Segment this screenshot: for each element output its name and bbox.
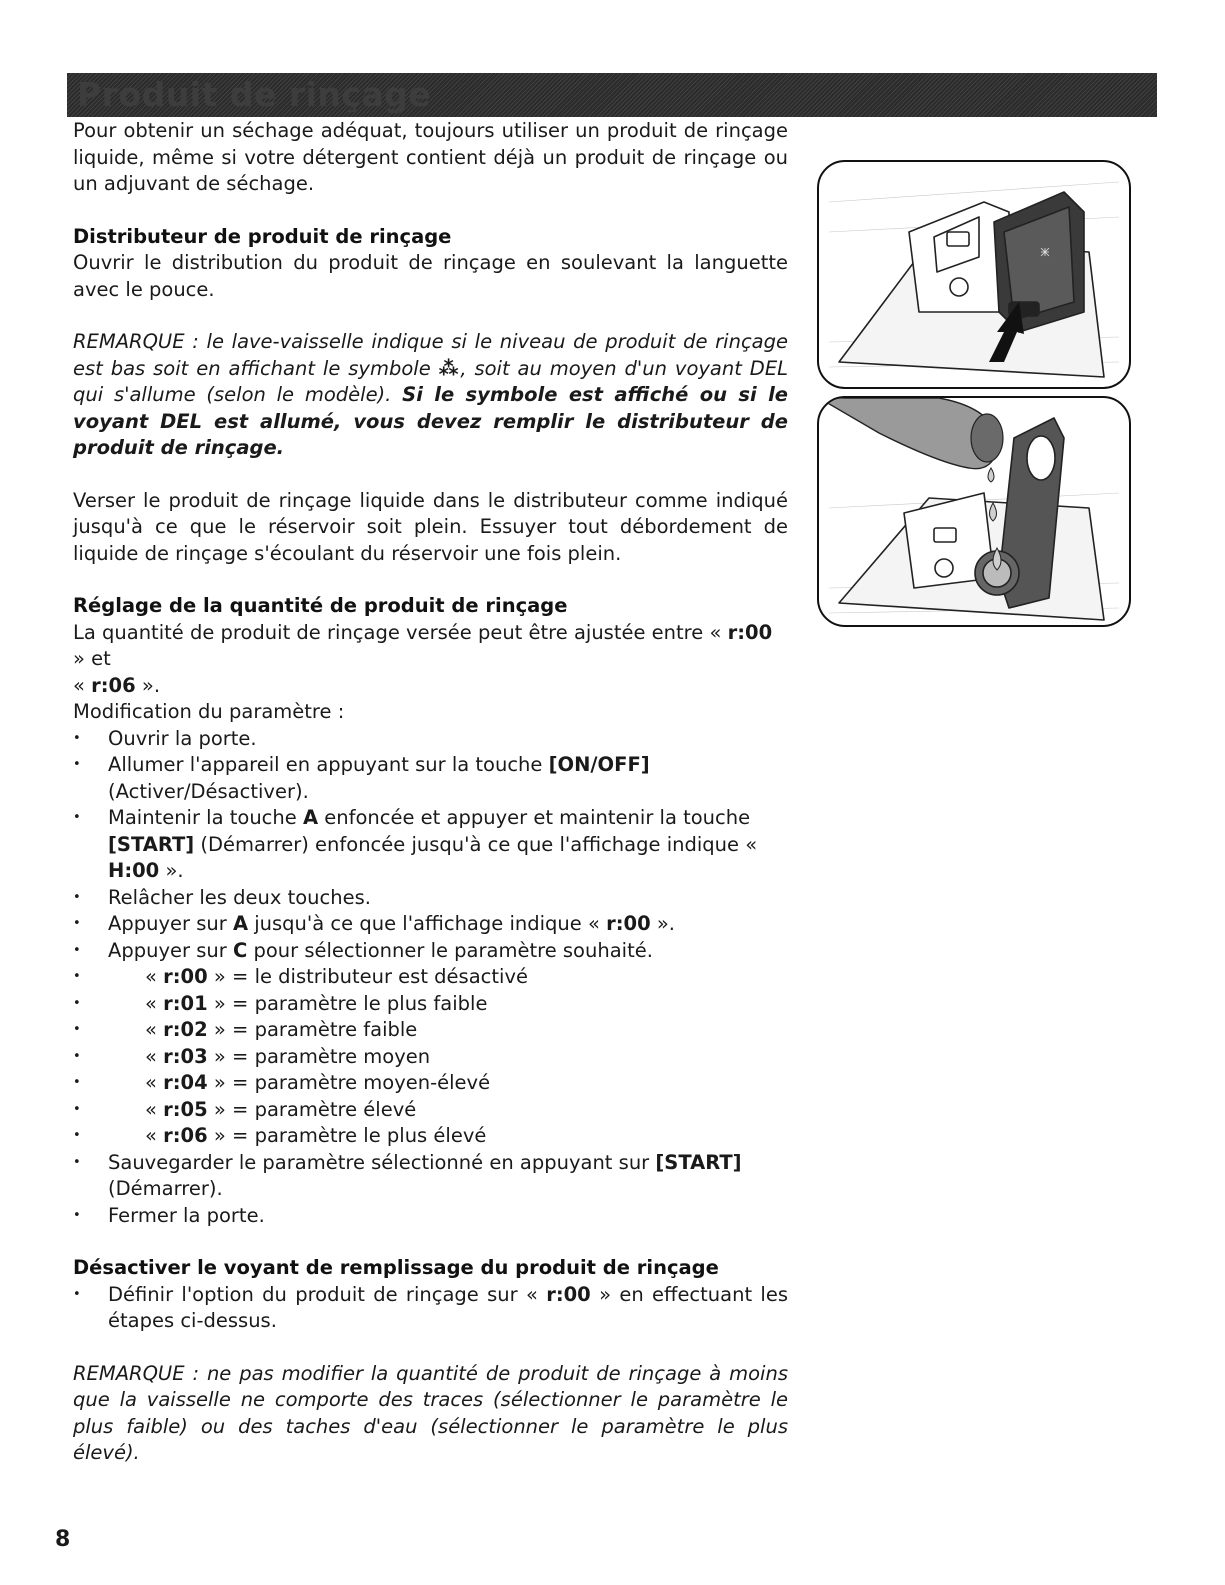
list-item: • Appuyer sur C pour sélectionner le paramètre souhaité. xyxy=(73,938,788,965)
list-item: • Allumer l'appareil en appuyant sur la touche [ON/OFF] (Activer/Désactiver). xyxy=(73,752,788,805)
list-item: • « r:03 » = paramètre moyen xyxy=(73,1044,788,1071)
list-item: • Ouvrir la porte. xyxy=(73,726,788,753)
steps-list xyxy=(73,726,788,965)
list-item: • Fermer la porte. xyxy=(73,1203,788,1230)
list-item: • Appuyer sur A jusqu'à ce que l'affichage indique « r:00 ». xyxy=(73,911,788,938)
adjust-range-line1: La quantité de produit de rinçage versée peut être ajustée entre « r:00 » et xyxy=(73,620,773,670)
section-banner xyxy=(67,73,1157,117)
list-item: • Relâcher les deux touches. xyxy=(73,885,788,912)
list-item: • Sauvegarder le paramètre sélectionné en appuyant sur [START] (Démarrer). xyxy=(73,1150,788,1203)
steps-list-end xyxy=(73,1150,788,1230)
list-item: • « r:01 » = paramètre le plus faible xyxy=(73,991,788,1018)
adjust-heading: Réglage de la quantité de produit de rinçage xyxy=(73,594,568,617)
note-adjustment: REMARQUE : ne pas modifier la quantité de produit de rinçage à moins que la vaisselle ne comporte des traces (sélectionner le paramètre le plus faible) ou des taches d'eau (sélectionner le paramètre le plus élevé). xyxy=(73,1361,788,1464)
dispenser-fill-illustration xyxy=(817,396,1131,627)
list-item: • « r:06 » = paramètre le plus élevé xyxy=(73,1123,788,1150)
main-content xyxy=(73,118,788,1467)
list-item: • « r:04 » = paramètre moyen-élevé xyxy=(73,1070,788,1097)
disable-indicator-heading: Désactiver le voyant de remplissage du produit de rinçage xyxy=(73,1256,719,1279)
list-item: • « r:02 » = paramètre faible xyxy=(73,1017,788,1044)
settings-list xyxy=(73,964,788,1150)
note-low-level: REMARQUE : le lave-vaisselle indique si le niveau de produit de rinçage est bas soit en affichant le symbole ⁂, soit au moyen d'un voyant DEL qui s'allume (selon le modèle). Si le symbole est affiché ou si le voyant DEL est allumé, vous devez remplir le distributeur de produit de rinçage. xyxy=(73,330,788,459)
section-title: Produit de rinçage xyxy=(77,75,432,114)
list-item: • « r:05 » = paramètre élevé xyxy=(73,1097,788,1124)
modification-label: Modification du paramètre : xyxy=(73,700,345,723)
dispenser-fill-drawing xyxy=(819,398,1129,625)
page-number: 8 xyxy=(55,1527,71,1552)
dispenser-open-drawing xyxy=(819,162,1129,387)
adjust-range-line2: « r:06 ». xyxy=(73,673,161,697)
rinse-aid-symbol-icon: ⁂ xyxy=(438,356,461,380)
dispenser-heading: Distributeur de produit de rinçage xyxy=(73,224,452,248)
list-item: • Maintenir la touche A enfoncée et appuyer et maintenir la touche [START] (Démarrer) enfoncée jusqu'à ce que l'affichage indique « H:00 ». xyxy=(73,805,788,885)
list-item: • « r:00 » = le distributeur est désactivé xyxy=(73,964,788,991)
note-low-level-warning: Si le symbole est affiché ou si le voyant DEL est allumé, vous devez remplir le distributeur de produit de rinçage. xyxy=(73,383,788,459)
fill-instructions: Verser le produit de rinçage liquide dans le distributeur comme indiqué jusqu'à ce que le réservoir soit plein. Essuyer tout débordement de liquide de rinçage s'écoulant du réservoir une fois plein. xyxy=(73,488,788,565)
dispenser-text: Ouvrir le distribution du produit de rinçage en soulevant la languette avec le pouce. xyxy=(73,251,788,301)
dispenser-open-illustration xyxy=(817,160,1131,389)
intro-paragraph: Pour obtenir un séchage adéquat, toujours utiliser un produit de rinçage liquide, même si votre détergent contient déjà un produit de rinçage ou un adjuvant de séchage. xyxy=(73,119,788,195)
list-item: • Définir l'option du produit de rinçage sur « r:00 » en effectuant les étapes ci-dessus. xyxy=(73,1282,788,1335)
disable-steps-list xyxy=(73,1282,788,1335)
